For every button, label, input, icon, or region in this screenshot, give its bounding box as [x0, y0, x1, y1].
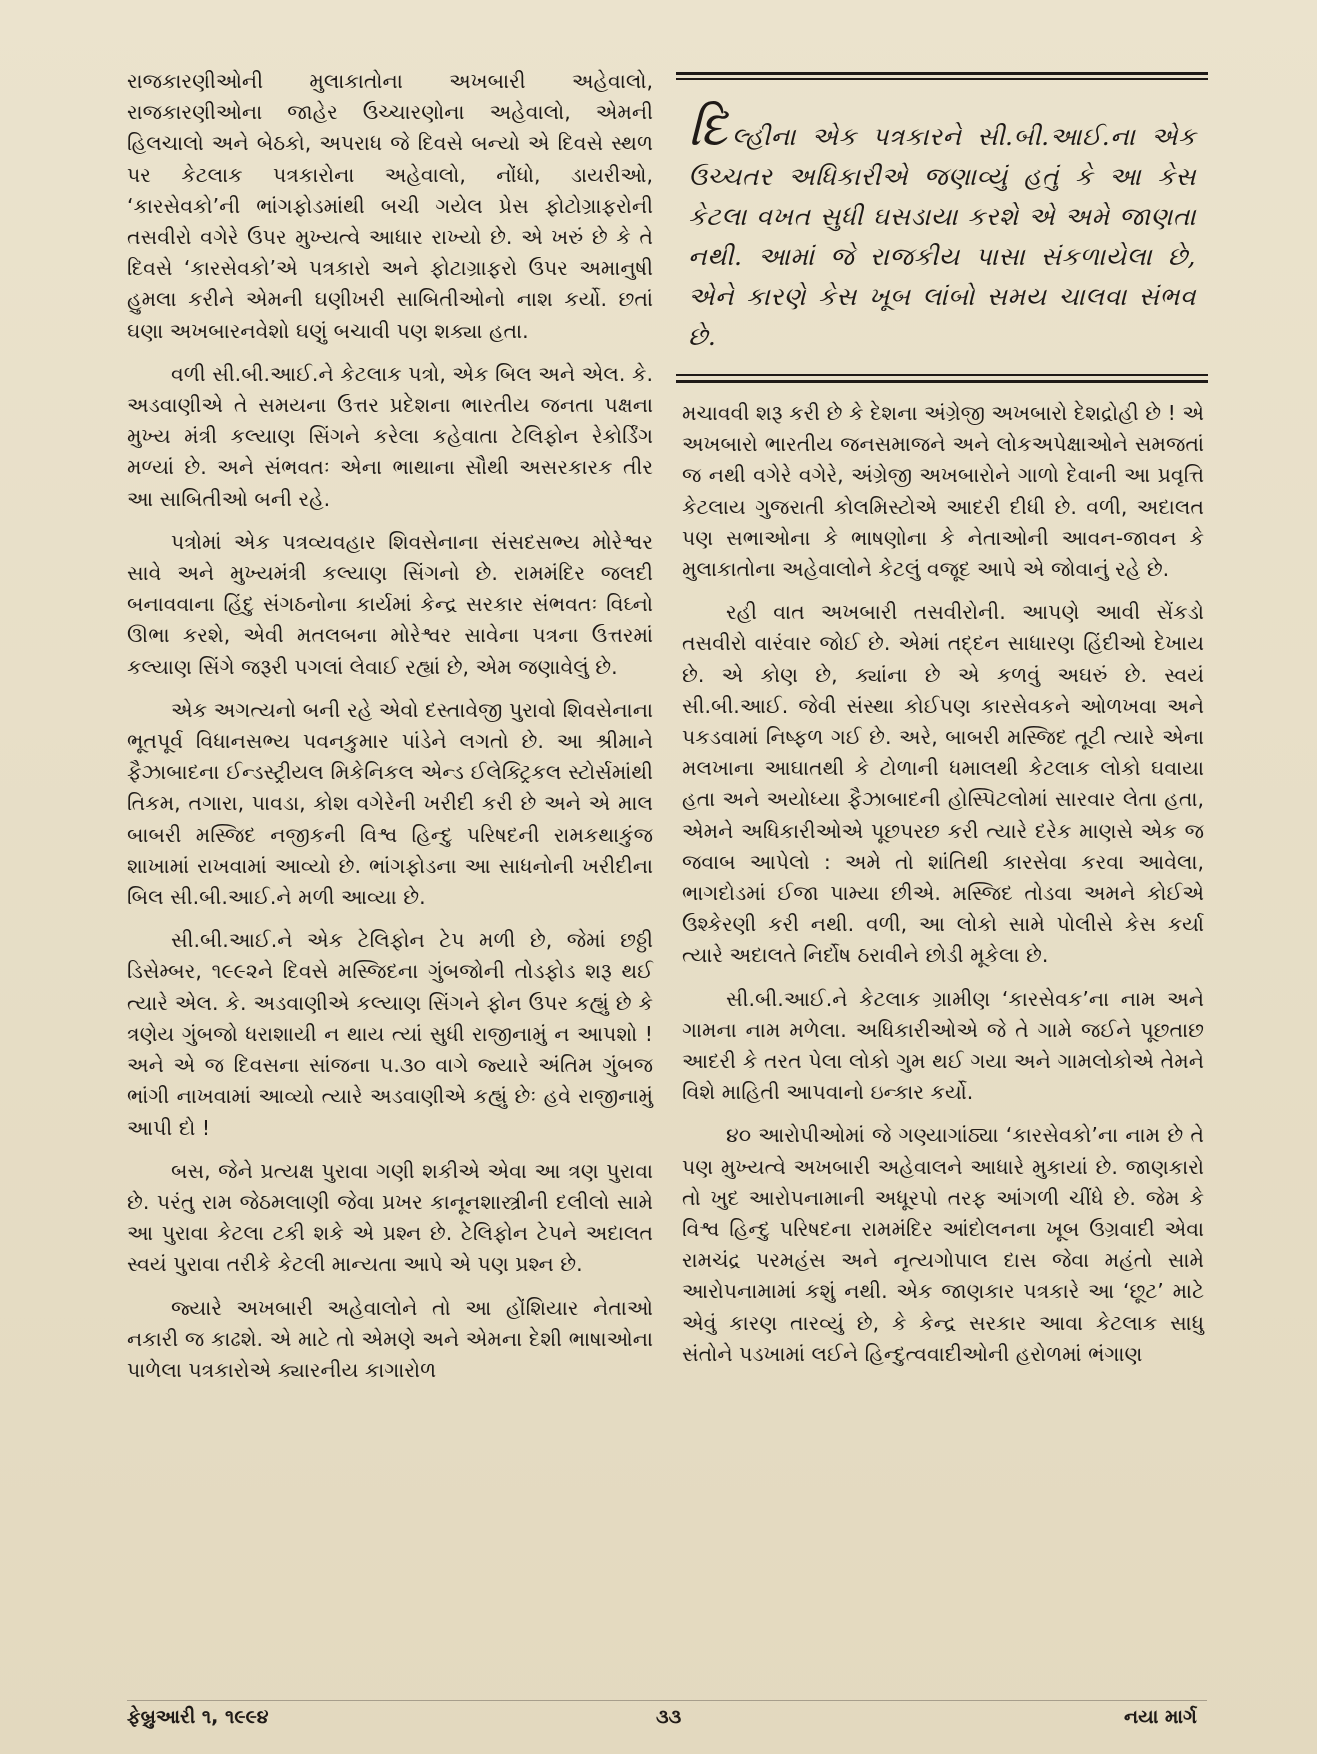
pull-quote-box	[676, 72, 1208, 384]
pull-quote-text: લ્હીના એક પત્રકારને સી.બી.આઈ.ના એક ઉચ્ચતર અધિકારીએ જણાવ્યું હતું કે આ કેસ કેટલા વખત સુધી ઘસડાયા કરશે એ અમે જાણતા નથી. આમાં જે રાજકીય પાસા સંકળાયેલા છે, એને કારણે કેસ ખૂબ લાંબો સમય ચાલવા સંભવ છે.	[688, 122, 1196, 351]
paragraph: બસ, જેને પ્રત્યક્ષ પુરાવા ગણી શકીએ એવા આ ત્રણ પુરાવા છે. પરંતુ રામ જેઠમલાણી જેવા પ્રખર કાનૂનશાસ્ત્રીની દલીલો સામે આ પુરાવા કેટલા ટકી શકે એ પ્રશ્ન છે. ટેલિફોન ટેપને અદાલત સ્વયં પુરાવા તરીકે કેટલી માન્યતા આપે એ પણ પ્રશ્ન છે.	[127, 1158, 653, 1277]
paragraph: સી.બી.આઈ.ને એક ટેલિફોન ટેપ મળી છે, જેમાં છઠ્ઠી ડિસેમ્બર, ૧૯૯૨ને દિવસે મસ્જિદના ગુંબજોની તોડફોડ શરૂ થઈ ત્યારે એલ. કે. અડવાણીએ કલ્યાણ સિંગને ફોન ઉપર કહ્યું છે કે ત્રણેય ગુંબજો ધરાશાયી ન થાય ત્યાં સુધી રાજીનામું ન આપશો ! અને એ જ દિવસના સાંજના ૫.૩૦ વાગે જ્યારે અંતિમ ગુંબજ ભાંગી નાખવામાં આવ્યો ત્યારે અડવાણીએ કહ્યું છેઃ હવે રાજીનામું આપી દો !	[127, 928, 653, 1140]
paragraph: સી.બી.આઈ.ને કેટલાક ગ્રામીણ ‘કારસેવક’ના નામ અને ગામના નામ મળેલા. અધિકારીઓએ જે તે ગામે જઈને પૂછતાછ આદરી કે તરત પેલા લોકો ગુમ થઈ ગયા અને ગામલોકોએ તેમને વિશે માહિતી આપવાનો ઇન્કાર કર્યો.	[682, 986, 1204, 1105]
publication-name: નયા માર્ગ	[1124, 1706, 1197, 1728]
left-column	[127, 66, 653, 1398]
paragraph: ૪૦ આરોપીઓમાં જે ગણ્યાગાંઠ્યા ‘કારસેવકો’ના નામ છે તે પણ મુખ્યત્વે અખબારી અહેવાલને આધારે મુકાયાં છે. જાણકારો તો ખુદ આરોપનામાની અધૂરપો તરફ આંગળી ચીંધે છે. જેમ કે વિશ્વ હિન્દુ પરિષદના રામમંદિર આંદોલનના ખૂબ ઉગ્રવાદી એવા રામચંદ્ર પરમહંસ અને નૃત્યગોપાલ દાસ જેવા મહંતો સામે આરોપનામામાં કશું નથી. એક જાણકાર પત્રકારે આ ‘છૂટ’ માટે એવું કારણ તારવ્યું છે, કે કેન્દ્ર સરકાર આવા કેટલાક સાધુ સંતોને પડખામાં લઈને હિન્દુત્વવાદીઓની હરોળમાં ભંગાણ	[682, 1123, 1204, 1366]
paragraph: પત્રોમાં એક પત્રવ્યવહાર શિવસેનાના સંસદસભ્ય મોરેશ્વર સાવે અને મુખ્યમંત્રી કલ્યાણ સિંગનો છે. રામમંદિર જલદી બનાવવાના હિંદુ સંગઠનોના કાર્યમાં કેન્દ્ર સરકાર સંભવતઃ વિઘ્નો ઊભા કરશે, એવી મતલબના મોરેશ્વર સાવેના પત્રના ઉત્તરમાં કલ્યાણ સિંગે જરૂરી પગલાં લેવાઈ રહ્યાં છે, એમ જણાવેલું છે.	[127, 529, 653, 679]
pull-quote-drop-cap: દિ	[688, 99, 728, 157]
page-number: ૩૩	[656, 1706, 682, 1728]
pull-quote	[688, 99, 1196, 357]
footer-date: ફેબ્રુઆરી ૧, ૧૯૯૪	[127, 1706, 269, 1728]
footer-divider	[127, 1700, 1207, 1701]
right-column	[682, 398, 1204, 1382]
paragraph: રહી વાત અખબારી તસવીરોની. આપણે આવી સેંકડો તસવીરો વારંવાર જોઈ છે. એમાં તદ્દન સાધારણ હિંદીઓ દેખાય છે. એ કોણ છે, ક્યાંના છે એ કળવું અઘરું છે. સ્વયં સી.બી.આઈ. જેવી સંસ્થા કોઈપણ કારસેવકને ઓળખવા અને પકડવામાં નિષ્ફળ ગઈ છે. અરે, બાબરી મસ્જિદ તૂટી ત્યારે એના મલખાના આઘાતથી કે ટોળાની ધમાલથી કેટલાક લોકો ઘવાયા હતા અને અયોધ્યા ફૈઝાબાદની હોસ્પિટલોમાં સારવાર લેતા હતા, એમને અધિકારીઓએ પૂછપરછ કરી ત્યારે દરેક માણસે એક જ જવાબ આપેલો : અમે તો શાંતિથી કારસેવા કરવા આવેલા, ભાગદોડમાં ઈજા પામ્યા છીએ. મસ્જિદ તોડવા અમને કોઈએ ઉશ્કેરણી કરી નથી. વળી, આ લોકો સામે પોલીસે કેસ કર્યા ત્યારે અદાલતે નિર્દોષ ઠરાવીને છોડી મૂકેલા છે.	[682, 600, 1204, 968]
paragraph: મચાવવી શરૂ કરી છે કે દેશના અંગ્રેજી અખબારો દેશદ્રોહી છે ! એ અખબારો ભારતીય જનસમાજને અને લોકઅપેક્ષાઓને સમજતાં જ નથી વગેરે વગેરે, અંગ્રેજી અખબારોને ગાળો દેવાની આ પ્રવૃત્તિ કેટલાય ગુજરાતી કોલમિસ્ટોએ આદરી દીધી છે. વળી, અદાલત પણ સભાઓના કે ભાષણોના કે નેતાઓની આવન-જાવન કે મુલાકાતોના અહેવાલોને કેટલું વજૂદ આપે એ જોવાનું રહે છે.	[682, 401, 1204, 582]
pull-quote-bottom-rule	[676, 380, 1208, 383]
paragraph: જ્યારે અખબારી અહેવાલોને તો આ હોંશિયાર નેતાઓ નકારી જ કાઢશે. એ માટે તો એમણે અને એમના દેશી ભાષાઓના પાળેલા પત્રકારોએ ક્યારનીય કાગારોળ	[127, 1295, 653, 1382]
paragraph: એક અગત્યનો બની રહે એવો દસ્તાવેજી પુરાવો શિવસેનાના ભૂતપૂર્વ વિધાનસભ્ય પવનકુમાર પાંડેને લગતો છે. આ શ્રીમાને ફૈઝાબાદના ઈન્ડસ્ટ્રીયલ મિકેનિકલ એન્ડ ઈલેક્ટ્રિકલ સ્ટોર્સમાંથી તિકમ, તગારા, પાવડા, કોશ વગેરેની ખરીદી કરી છે અને એ માલ બાબરી મસ્જિદ નજીકની વિશ્વ હિન્દુ પરિષદની રામકથાકુંજ શાખામાં રાખવામાં આવ્યો છે. ભાંગફોડના આ સાધનોની ખરીદીના બિલ સી.બી.આઈ.ને મળી આવ્યા છે.	[127, 697, 653, 910]
paragraph: વળી સી.બી.આઈ.ને કેટલાક પત્રો, એક બિલ અને એલ. કે. અડવાણીએ તે સમયના ઉત્તર પ્રદેશના ભારતીય જનતા પક્ષના મુખ્ય મંત્રી કલ્યાણ સિંગને કરેલા કહેવાતા ટેલિફોન રેકોર્ડિંગ મળ્યાં છે. અને સંભવતઃ એના ભાથાના સૌથી અસરકારક તીર આ સાબિતીઓ બની રહે.	[127, 361, 653, 511]
paragraph: રાજકારણીઓની મુલાકાતોના અખબારી અહેવાલો, રાજકારણીઓના જાહેર ઉચ્ચારણોના અહેવાલો, એમની હિલચાલો અને બેઠકો, અપરાધ જે દિવસે બન્યો એ દિવસે સ્થળ પર કેટલાક પત્રકારોના અહેવાલો, નોંધો, ડાયરીઓ, ‘કારસેવકો’ની ભાંગફોડમાંથી બચી ગયેલ પ્રેસ ફોટોગ્રાફરોની તસવીરો વગેરે ઉપર મુખ્યત્વે આધાર રાખ્યો છે. એ ખરું છે કે તે દિવસે ‘કારસેવકો’એ પત્રકારો અને ફોટાગ્રાફરો ઉપર અમાનુષી હુમલા કરીને એમની ઘણીખરી સાબિતીઓનો નાશ કર્યો. છતાં ઘણા અખબારનવેશો ઘણું બચાવી પણ શક્યા હતા.	[127, 69, 653, 343]
pull-quote-top-rule	[676, 72, 1208, 75]
pull-quote-top-rule-thin	[676, 78, 1208, 80]
pull-quote-bottom-rule-thin	[676, 374, 1208, 376]
